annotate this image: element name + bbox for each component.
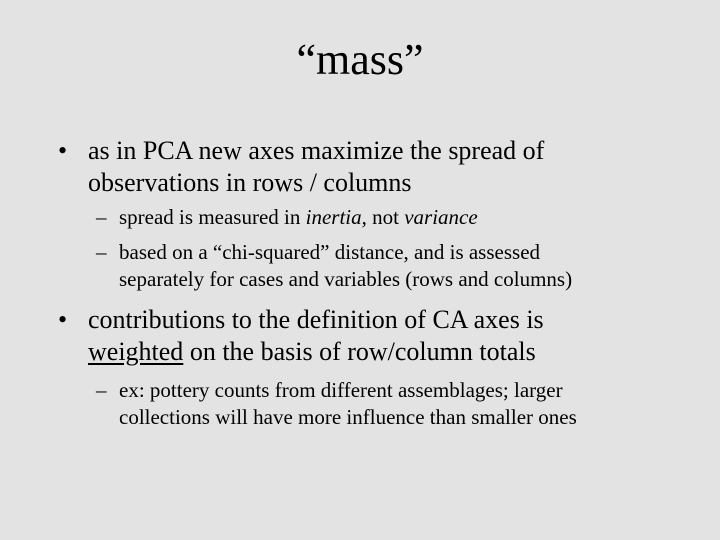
underlined-weighted: weighted [88, 337, 184, 366]
bullet-marker: • [58, 136, 68, 165]
sub-bullet-line: based on a “chi-squared” distance, and is assessed [119, 240, 541, 264]
sub-bullet-text [119, 377, 709, 431]
text-run: , not [361, 205, 405, 229]
bullet-line: observations in rows / columns [88, 168, 412, 197]
bullet-text [88, 304, 688, 368]
bullet-line [88, 336, 688, 368]
bullet-marker: • [58, 305, 68, 334]
dash-marker: – [96, 205, 107, 229]
emphasis-inertia: inertia [305, 205, 362, 229]
sub-bullet-text [119, 239, 709, 293]
slide-title: “mass” [296, 35, 424, 84]
sub-bullet-text [119, 204, 709, 231]
dash-marker: – [96, 378, 107, 402]
bullet-line: as in PCA new axes maximize the spread of [88, 136, 545, 165]
sub-bullet-line: separately for cases and variables (rows and columns) [119, 267, 573, 291]
emphasis-variance: variance [404, 205, 478, 229]
bullet-line: contributions to the definition of CA axes is [88, 305, 544, 334]
bullet-text [88, 135, 688, 199]
sub-bullet-line: collections will have more influence than smaller ones [119, 405, 577, 429]
sub-bullet-line: ex: pottery counts from different assemblages; larger [119, 378, 563, 402]
text-run: on the basis of row/column totals [183, 337, 536, 366]
dash-marker: – [96, 240, 107, 264]
text-run: spread is measured in [119, 205, 306, 229]
